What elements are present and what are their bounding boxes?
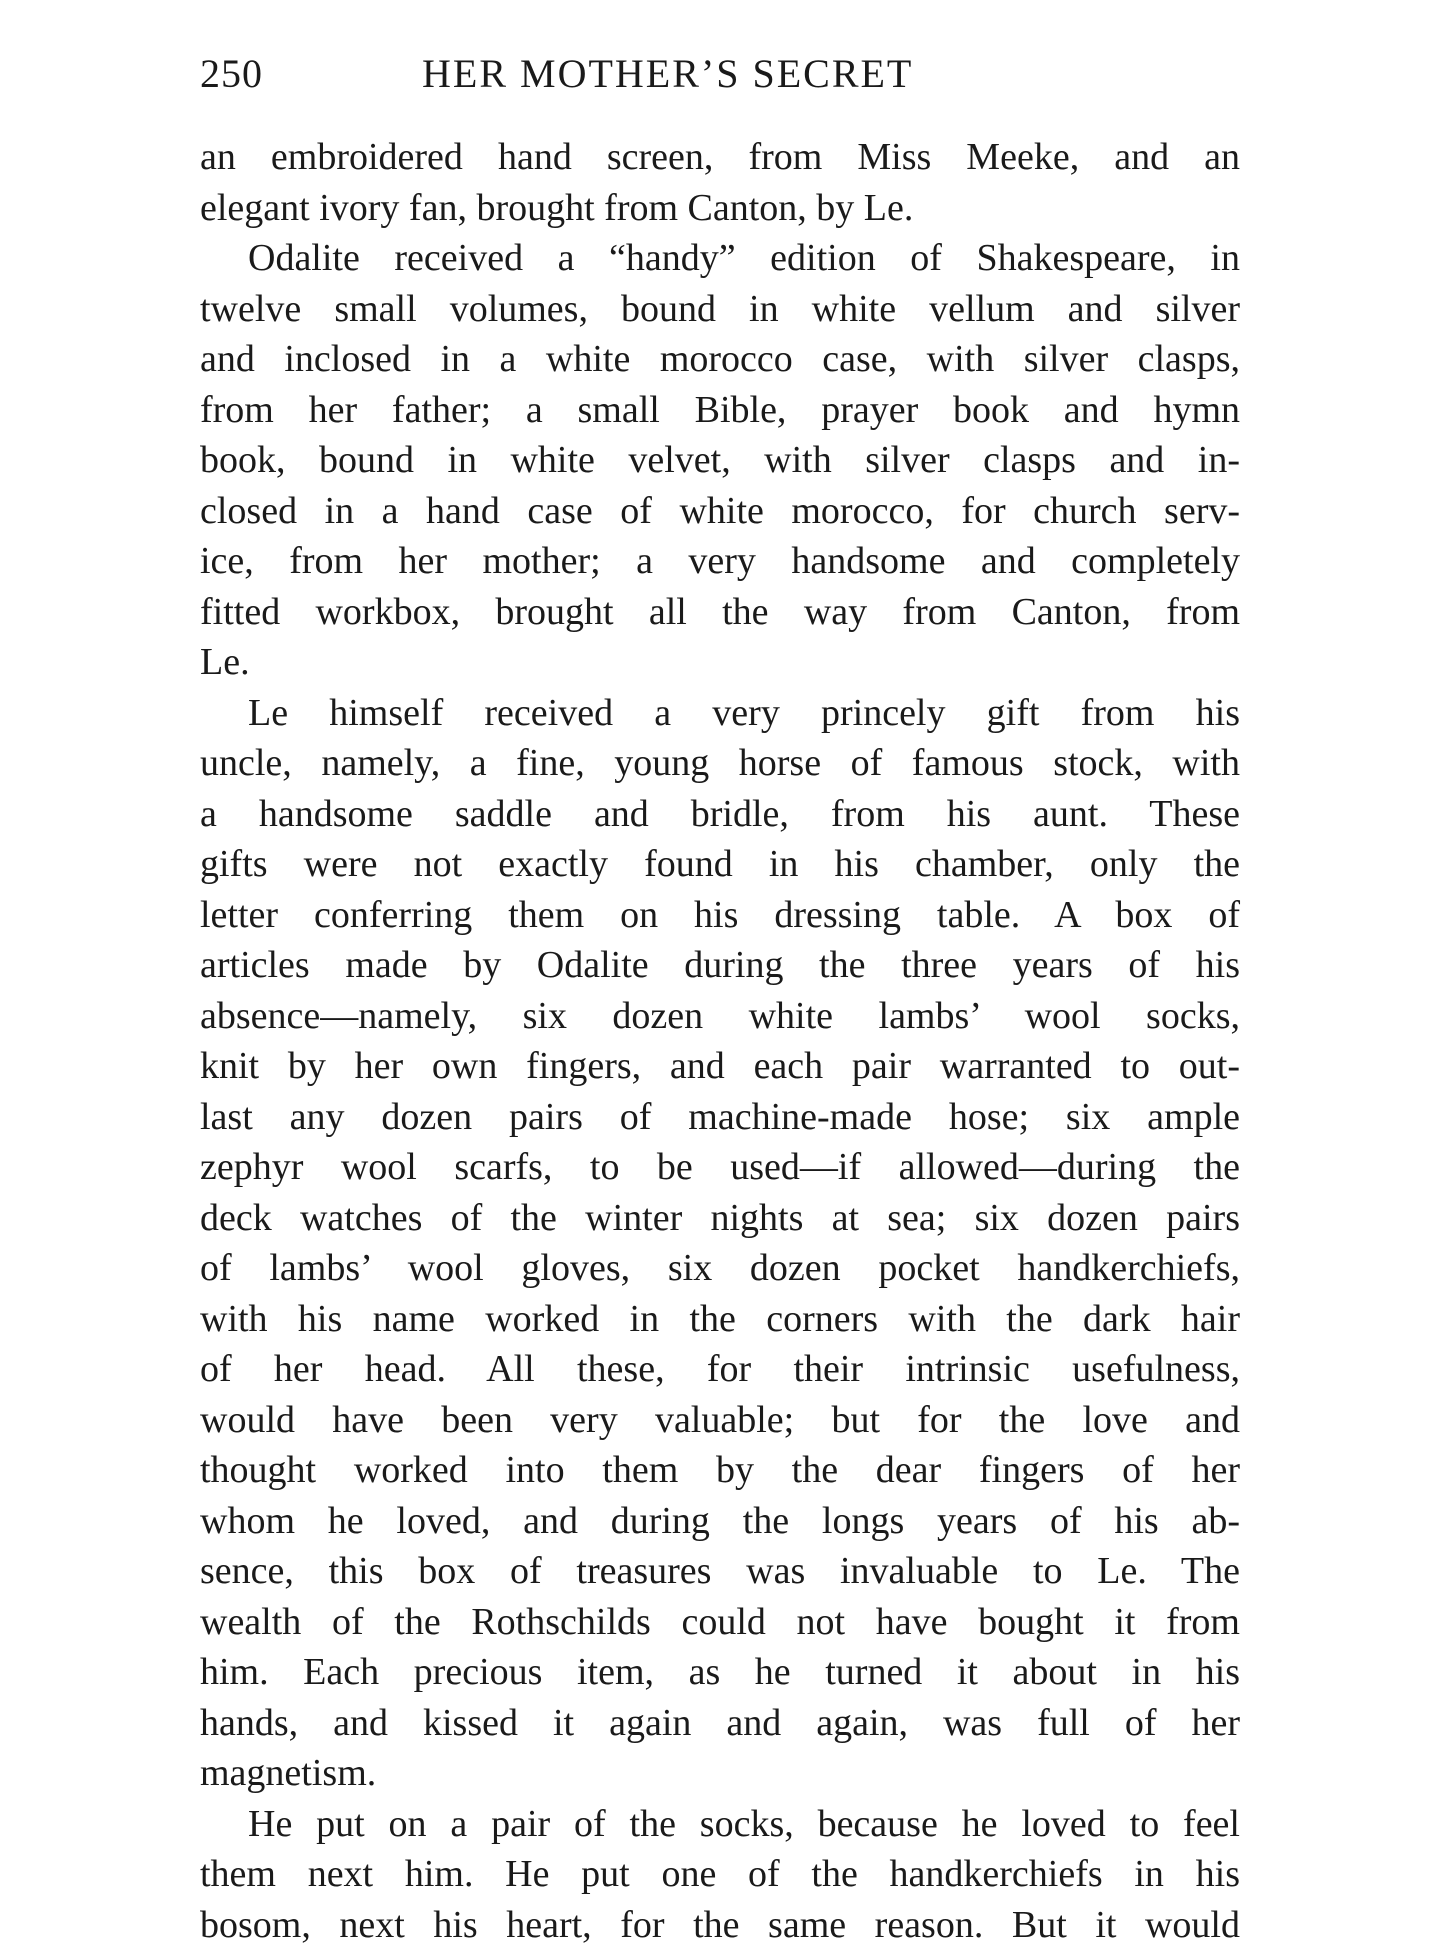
- text-line: last any dozen pairs of machine-made hose; six ample: [200, 1095, 1240, 1138]
- text-line: thought worked into them by the dear fingers of her: [200, 1449, 1240, 1491]
- text-line: of lambs’ wool gloves, six dozen pocket handkerchiefs,: [200, 1247, 1240, 1289]
- text-line: knit by her own fingers, and each pair warranted to out-: [200, 1045, 1240, 1087]
- text-line: bosom, next his heart, for the same reason. But it would: [200, 1903, 1240, 1946]
- text-line: them next him. He put one of the handkerchiefs in his: [200, 1853, 1240, 1895]
- text-line: letter conferring them on his dressing table. A box of: [200, 893, 1240, 936]
- text-line: sence, this box of treasures was invaluable to Le. The: [200, 1550, 1240, 1592]
- text-line: He put on a pair of the socks, because he loved to feel: [248, 1802, 1240, 1845]
- running-title: HER MOTHER’S SECRET: [422, 51, 914, 96]
- text-line: Le himself received a very princely gift from his: [248, 691, 1240, 734]
- text-line: Odalite received a “handy” edition of Shakespeare, in: [248, 237, 1240, 279]
- text-line: from her father; a small Bible, prayer book and hymn: [200, 388, 1240, 431]
- text-line: uncle, namely, a fine, young horse of famous stock, with: [200, 742, 1240, 784]
- text-line: elegant ivory fan, brought from Canton, by Le.: [200, 186, 914, 229]
- text-line: fitted workbox, brought all the way from Canton, from: [200, 590, 1240, 633]
- text-line: book, bound in white velvet, with silver clasps and in-: [200, 439, 1240, 481]
- text-line: magnetism.: [200, 1752, 377, 1794]
- text-line: hands, and kissed it again and again, was full of her: [200, 1701, 1240, 1744]
- text-line: deck watches of the winter nights at sea; six dozen pairs: [200, 1196, 1240, 1239]
- text-line: with his name worked in the corners with the dark hair: [200, 1297, 1240, 1340]
- text-line: whom he loved, and during the longs years of his ab-: [200, 1499, 1240, 1542]
- text-line: closed in a hand case of white morocco, for church serv-: [200, 489, 1240, 532]
- text-line: a handsome saddle and bridle, from his aunt. These: [200, 792, 1240, 835]
- text-line: would have been very valuable; but for the love and: [200, 1398, 1240, 1441]
- text-line: an embroidered hand screen, from Miss Meeke, and an: [200, 136, 1240, 178]
- text-line: Le.: [200, 641, 250, 683]
- text-line: absence—namely, six dozen white lambs’ wool socks,: [200, 994, 1240, 1037]
- text-line: twelve small volumes, bound in white vellum and silver: [200, 287, 1240, 330]
- body-text: [200, 132, 1240, 1950]
- text-line: zephyr wool scarfs, to be used—if allowed—during the: [200, 1146, 1240, 1188]
- text-line: him. Each precious item, as he turned it about in his: [200, 1651, 1240, 1693]
- text-line: and inclosed in a white morocco case, with silver clasps,: [200, 338, 1240, 380]
- text-line: gifts were not exactly found in his chamber, only the: [200, 843, 1240, 885]
- text-line: ice, from her mother; a very handsome and completely: [200, 540, 1240, 582]
- page-number: 250: [200, 51, 263, 96]
- text-line: of her head. All these, for their intrinsic usefulness,: [200, 1348, 1240, 1390]
- text-line: articles made by Odalite during the three years of his: [200, 944, 1240, 986]
- text-line: wealth of the Rothschilds could not have bought it from: [200, 1600, 1240, 1643]
- page-header: [200, 50, 1240, 100]
